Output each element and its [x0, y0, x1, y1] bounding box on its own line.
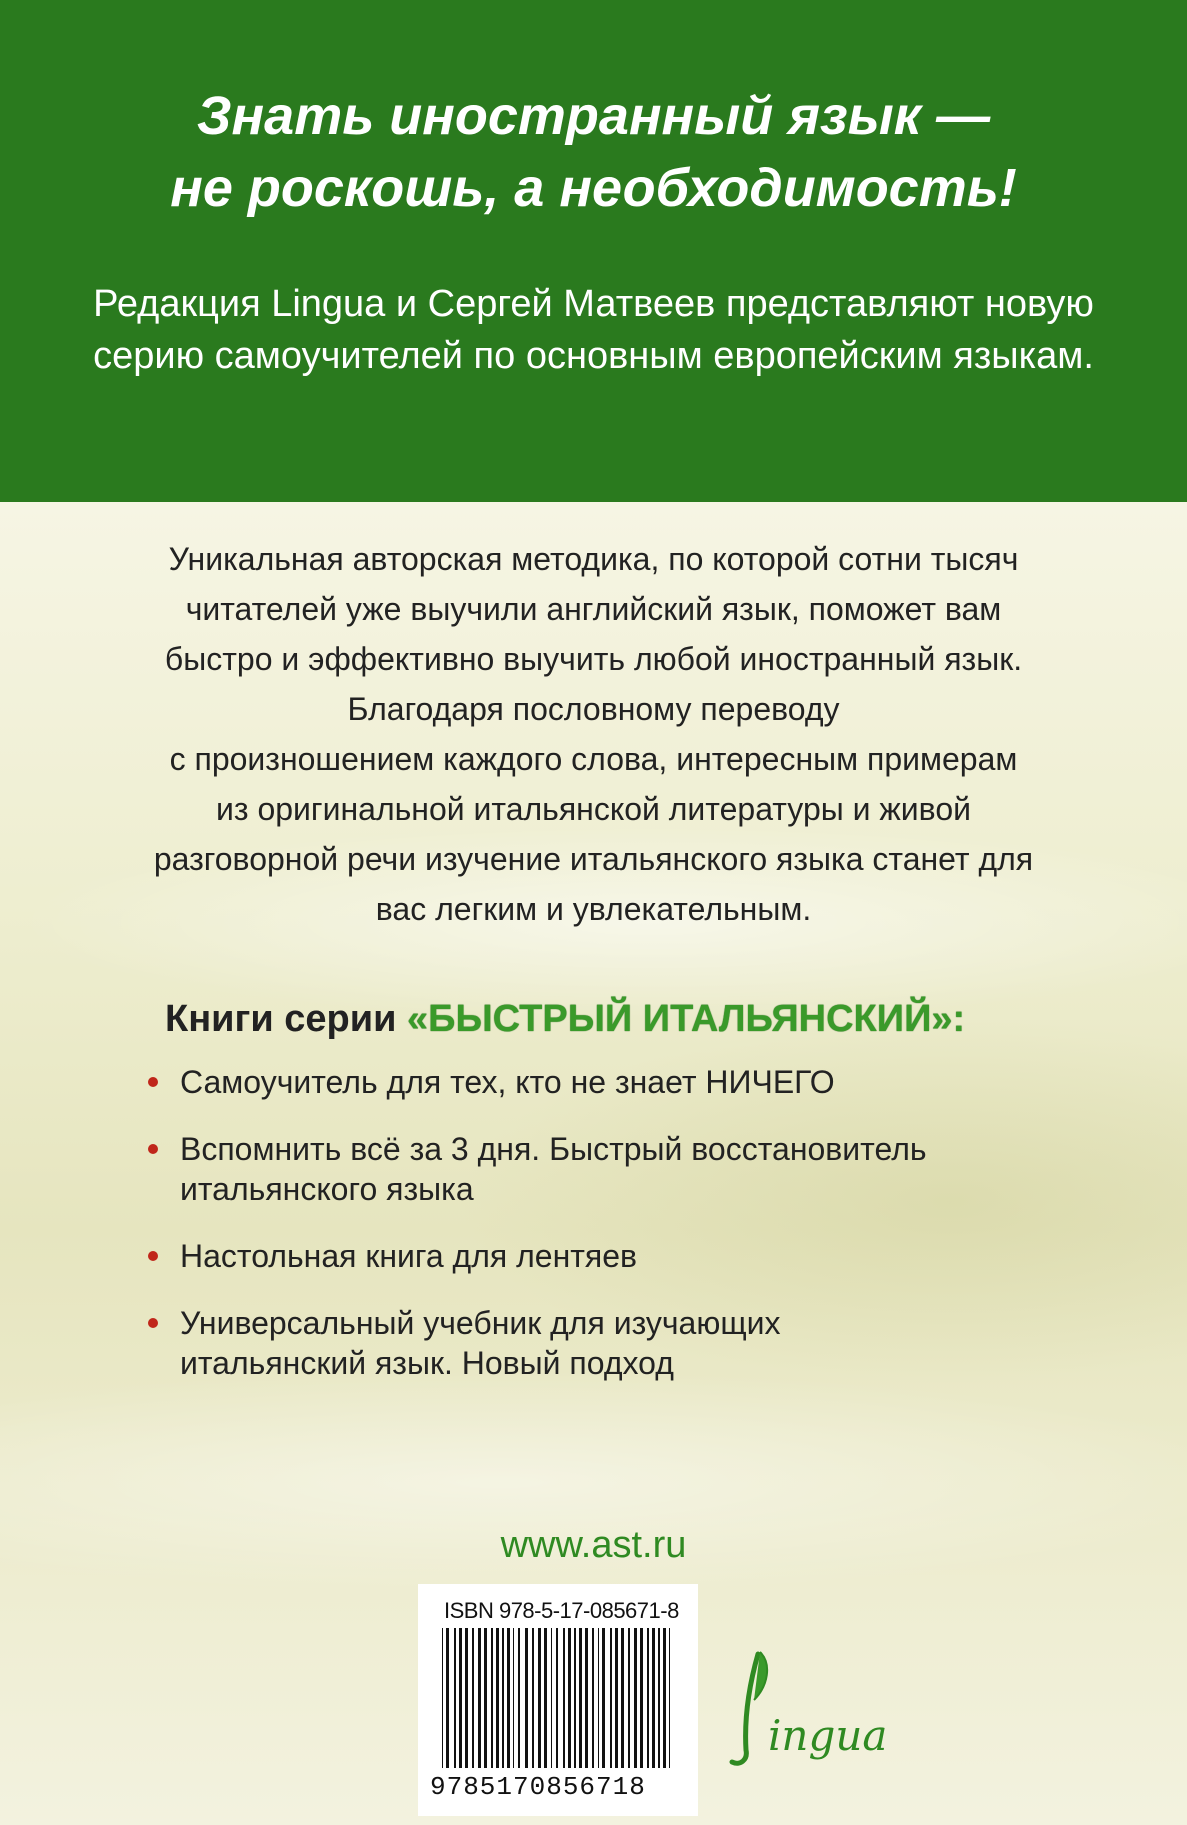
barcode-bar	[640, 1628, 643, 1768]
website-link[interactable]: www.ast.ru	[500, 1524, 687, 1566]
isbn-label: ISBN 978-5-17-085671-8	[444, 1598, 679, 1623]
barcode-bar	[592, 1628, 594, 1768]
barcode-bar	[647, 1628, 649, 1768]
barcode-bar	[652, 1628, 655, 1768]
barcode-bar	[513, 1628, 514, 1768]
barcode-bar	[585, 1628, 588, 1768]
list-item-text: Настольная книга для лентяев	[180, 1238, 638, 1274]
headline-line-2: не роскошь, а необходимость!	[170, 158, 1017, 218]
logo-text: ingua	[768, 1711, 888, 1760]
barcode-bar	[568, 1628, 571, 1768]
barcode-bar	[579, 1628, 582, 1768]
list-item-text: Универсальный учебник для изучающих	[180, 1305, 781, 1341]
barcode-bar	[502, 1628, 504, 1768]
barcode-bar	[602, 1628, 605, 1768]
series-close-quote: »:	[931, 998, 966, 1040]
list-item	[148, 1303, 1048, 1383]
paragraph-line: быстро и эффективно выучить любой иностранный язык.	[164, 641, 1023, 677]
barcode-bar	[472, 1628, 474, 1768]
bullet-icon	[148, 1251, 158, 1261]
series-heading	[165, 998, 965, 1041]
barcode-bar	[658, 1628, 660, 1768]
paragraph-line: Уникальная авторская методика, по которой сотни тысяч	[168, 541, 1019, 577]
barcode-bar	[621, 1628, 624, 1768]
barcode	[418, 1584, 698, 1816]
series-heading-prefix: Книги серии	[165, 998, 397, 1040]
barcode-bar	[556, 1628, 558, 1768]
paragraph-line: вас легким и увлекательным.	[375, 891, 812, 927]
series-open-quote: «	[407, 998, 429, 1040]
barcode-bar	[518, 1628, 520, 1768]
barcode-bar	[598, 1628, 599, 1768]
barcode-bar	[454, 1628, 456, 1768]
barcode-bar	[459, 1628, 462, 1768]
barcode-bars	[438, 1628, 678, 1772]
paragraph-line: Благодаря пословному переводу	[347, 691, 840, 727]
list-item	[148, 1129, 1048, 1209]
header-band	[0, 0, 1187, 502]
barcode-bar	[551, 1628, 552, 1768]
barcode-bar	[465, 1628, 468, 1768]
paragraph-line: из оригинальной итальянской литературы и живой	[216, 791, 971, 827]
barcode-bar	[663, 1628, 666, 1768]
list-item-text-cont: итальянского языка	[180, 1171, 474, 1207]
barcode-bar	[491, 1628, 493, 1768]
barcode-bar	[563, 1628, 565, 1768]
description-paragraph	[80, 534, 1107, 934]
barcode-bar	[574, 1628, 576, 1768]
content-area	[0, 502, 1187, 1825]
barcode-bar	[634, 1628, 637, 1768]
barcode-bar	[478, 1628, 481, 1768]
barcode-bar	[484, 1628, 487, 1768]
barcode-bar	[628, 1628, 630, 1768]
bullet-icon	[148, 1077, 158, 1087]
barcode-bar	[615, 1628, 618, 1768]
paragraph-line: разговорной речи изучение итальянского языка станет для	[153, 841, 1034, 877]
list-item	[148, 1062, 1048, 1102]
headline-line-1: Знать иностранный язык —	[196, 86, 991, 146]
headline	[0, 80, 1187, 224]
barcode-bar	[446, 1628, 449, 1768]
list-item	[148, 1236, 1048, 1276]
barcode-digits: 9785170856718	[430, 1772, 646, 1802]
lingua-logo	[710, 1642, 900, 1782]
barcode-bar	[538, 1628, 541, 1768]
barcode-bar	[496, 1628, 499, 1768]
bullet-icon	[148, 1144, 158, 1154]
list-item-text-cont: итальянский язык. Новый подход	[180, 1345, 674, 1381]
barcode-bar	[610, 1628, 612, 1768]
bullet-icon	[148, 1318, 158, 1328]
barcode-bar	[544, 1628, 547, 1768]
series-book-list	[148, 1062, 1048, 1410]
barcode-bar	[532, 1628, 534, 1768]
paragraph-line: читателей уже выучили английский язык, поможет вам	[185, 591, 1002, 627]
series-name: БЫСТРЫЙ ИТАЛЬЯНСКИЙ	[428, 998, 932, 1040]
barcode-bar	[442, 1628, 443, 1768]
barcode-bar	[669, 1628, 670, 1768]
list-item-text: Вспомнить всё за 3 дня. Быстрый восстановитель	[180, 1131, 927, 1167]
barcode-bar	[507, 1628, 510, 1768]
barcode-bar	[525, 1628, 528, 1768]
paragraph-line: с произношением каждого слова, интересным примерам	[169, 741, 1018, 777]
intro-text: Редакция Lingua и Сергей Матвеев представляют новую серию самоучителей по основным европейским языкам.	[93, 283, 1094, 377]
list-item-text: Самоучитель для тех, кто не знает НИЧЕГО	[180, 1064, 835, 1100]
